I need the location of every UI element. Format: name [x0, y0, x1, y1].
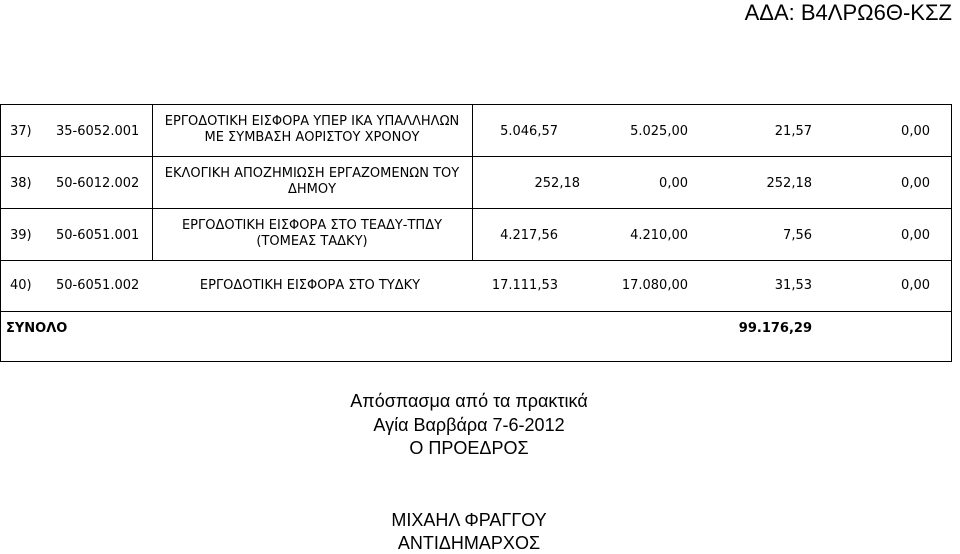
table-rule: [0, 156, 952, 157]
description-line: ΕΡΓΟΔΟΤΙΚΗ ΕΙΣΦΟΡΑ ΥΠΕΡ ΙΚΑ ΥΠΑΛΛΗΛΩΝ: [164, 114, 460, 129]
value-extra: 0,00: [901, 176, 930, 191]
value-committed: 4.210,00: [630, 228, 688, 243]
row-code: 50-6012.002: [56, 176, 140, 191]
value-committed: 5.025,00: [630, 124, 688, 139]
place-date: Αγία Βαρβάρα 7-6-2012: [373, 415, 565, 435]
row-code: 50-6051.001: [56, 228, 140, 243]
value-remaining: 21,57: [774, 124, 812, 139]
value-extra: 0,00: [901, 278, 930, 293]
total-label: ΣΥΝΟΛΟ: [6, 321, 68, 336]
row-number: 37): [10, 124, 32, 139]
row-number: 39): [10, 228, 32, 243]
total-value: 99.176,29: [738, 321, 812, 336]
extract-note: Απόσπασμα από τα πρακτικά: [350, 391, 588, 411]
table-rule: [0, 208, 952, 209]
table-rule: [0, 311, 952, 312]
value-extra: 0,00: [901, 124, 930, 139]
table-rule: [472, 104, 473, 260]
row-description: [152, 218, 472, 250]
row-number: 40): [10, 278, 32, 293]
row-number: 38): [10, 176, 32, 191]
table-rule: [0, 260, 952, 261]
description-line: ΜΕ ΣΥΜΒΑΣΗ ΑΟΡΙΣΤΟΥ ΧΡΟΝΟΥ: [204, 130, 420, 145]
row-description: [152, 114, 472, 146]
value-remaining: 7,56: [783, 228, 812, 243]
signatory-title: ΑΝΤΙΔΗΜΑΡΧΟΣ: [397, 533, 541, 553]
signatory-name: ΜΙΧΑΗΛ ΦΡΑΓΓΟΥ: [391, 510, 547, 530]
row-description: [152, 166, 472, 198]
description-line: (ΤΟΜΕΑΣ ΤΑΔΚΥ): [256, 234, 368, 249]
description-line: ΕΡΓΟΔΟΤΙΚΗ ΕΙΣΦΟΡΑ ΣΤΟ ΤΥΔΚΥ: [199, 278, 421, 293]
row-description: [160, 278, 460, 294]
value-remaining: 252,18: [766, 176, 812, 191]
value-extra: 0,00: [901, 228, 930, 243]
value-credit: 4.217,56: [500, 228, 558, 243]
table-rule: [0, 104, 952, 105]
table-rule: [0, 104, 1, 361]
value-credit: 252,18: [534, 176, 580, 191]
description-line: ΕΚΛΟΓΙΚΗ ΑΠΟΖΗΜΙΩΣΗ ΕΡΓΑΖΟΜΕΝΩΝ ΤΟΥ: [164, 166, 460, 181]
ada-code: ΑΔΑ: Β4ΛΡΩ6Θ-ΚΣΖ: [744, 0, 952, 25]
value-credit: 5.046,57: [500, 124, 558, 139]
value-committed: 0,00: [659, 176, 688, 191]
value-remaining: 31,53: [774, 278, 812, 293]
table-rule: [0, 361, 952, 362]
row-code: 50-6051.002: [56, 278, 140, 293]
budget-table: [0, 104, 952, 362]
row-code: 35-6052.001: [56, 124, 140, 139]
description-line: ΕΡΓΟΔΟΤΙΚΗ ΕΙΣΦΟΡΑ ΣΤΟ ΤΕΑΔΥ-ΤΠΔΥ: [181, 218, 443, 233]
value-credit: 17.111,53: [491, 278, 558, 293]
description-line: ΔΗΜΟΥ: [287, 182, 337, 197]
value-committed: 17.080,00: [621, 278, 688, 293]
table-rule: [951, 104, 952, 361]
signatory-role: Ο ΠΡΟΕΔΡΟΣ: [409, 438, 529, 458]
